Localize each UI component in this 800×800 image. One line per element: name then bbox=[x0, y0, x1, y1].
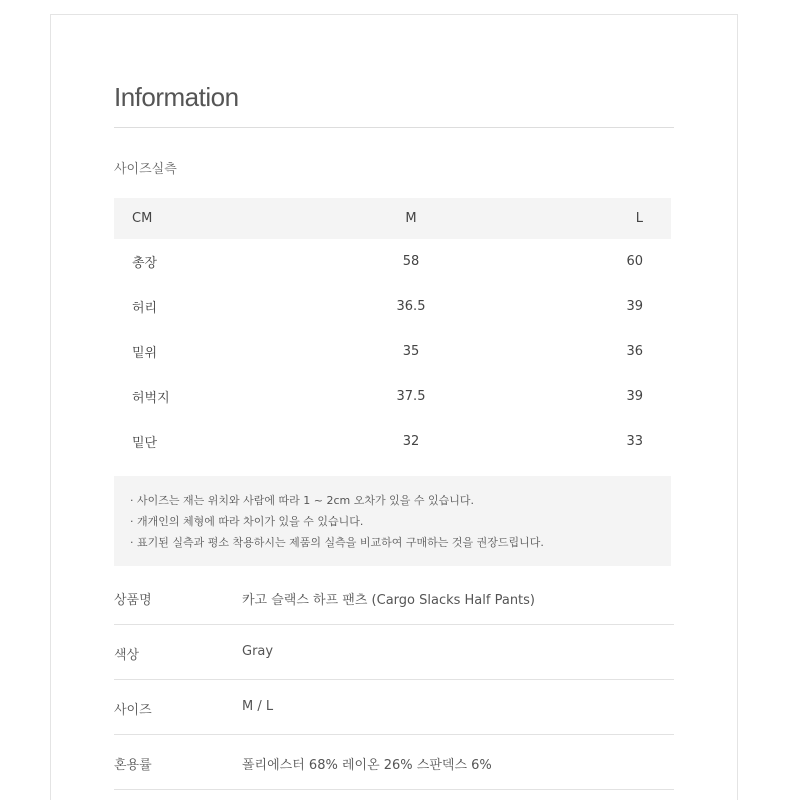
row-label: 밑단 bbox=[132, 436, 158, 451]
spec-row-product-name bbox=[114, 570, 674, 625]
spec-value: 카고 슬랙스 하프 팬츠 (Cargo Slacks Half Pants) bbox=[242, 593, 535, 608]
size-notes-box bbox=[114, 476, 671, 566]
cell-m: 35 bbox=[402, 344, 420, 359]
note-line: · 사이즈는 재는 위치와 사람에 따라 1 ~ 2cm 오차가 있을 수 있습니다. bbox=[130, 494, 474, 507]
table-row bbox=[114, 239, 671, 284]
table-row bbox=[114, 284, 671, 329]
product-spec-list bbox=[114, 570, 674, 790]
row-label: 허벅지 bbox=[132, 391, 170, 406]
spec-row-color bbox=[114, 625, 674, 680]
row-label: 밑위 bbox=[132, 346, 158, 361]
spec-key: 상품명 bbox=[114, 593, 152, 608]
spec-row-material bbox=[114, 735, 674, 790]
row-label: 총장 bbox=[132, 256, 158, 271]
header-unit: CM bbox=[114, 198, 253, 239]
spec-row-size bbox=[114, 680, 674, 735]
table-row bbox=[114, 329, 671, 374]
cell-l: 39 bbox=[626, 389, 643, 404]
page-title: Information bbox=[114, 82, 239, 112]
cell-l: 39 bbox=[626, 299, 643, 314]
spec-value: M / L bbox=[242, 699, 274, 714]
spec-key: 혼용률 bbox=[114, 758, 152, 773]
cell-l: 60 bbox=[626, 254, 643, 269]
note-line: · 개개인의 체형에 따라 차이가 있을 수 있습니다. bbox=[130, 515, 364, 528]
header-size-m: M bbox=[253, 198, 562, 239]
header-size-l: L bbox=[562, 198, 671, 239]
note-line: · 표기된 실측과 평소 착용하시는 제품의 실측을 비교하여 구매하는 것을 권장드립니다. bbox=[130, 536, 544, 549]
size-section-label: 사이즈실측 bbox=[114, 162, 177, 177]
cell-l: 33 bbox=[626, 434, 643, 449]
spec-value: Gray bbox=[242, 644, 274, 659]
size-measurement-table bbox=[114, 198, 671, 464]
row-label: 허리 bbox=[132, 301, 158, 316]
cell-m: 37.5 bbox=[396, 389, 426, 404]
table-row bbox=[114, 374, 671, 419]
spec-key: 사이즈 bbox=[114, 703, 152, 718]
cell-m: 58 bbox=[402, 254, 420, 269]
cell-m: 36.5 bbox=[396, 299, 426, 314]
table-header-row bbox=[114, 198, 671, 239]
table-row bbox=[114, 419, 671, 464]
spec-key: 색상 bbox=[114, 648, 140, 663]
spec-value: 폴리에스터 68% 레이온 26% 스판덱스 6% bbox=[242, 758, 492, 773]
cell-m: 32 bbox=[402, 434, 420, 449]
cell-l: 36 bbox=[626, 344, 643, 359]
title-divider bbox=[114, 127, 674, 128]
